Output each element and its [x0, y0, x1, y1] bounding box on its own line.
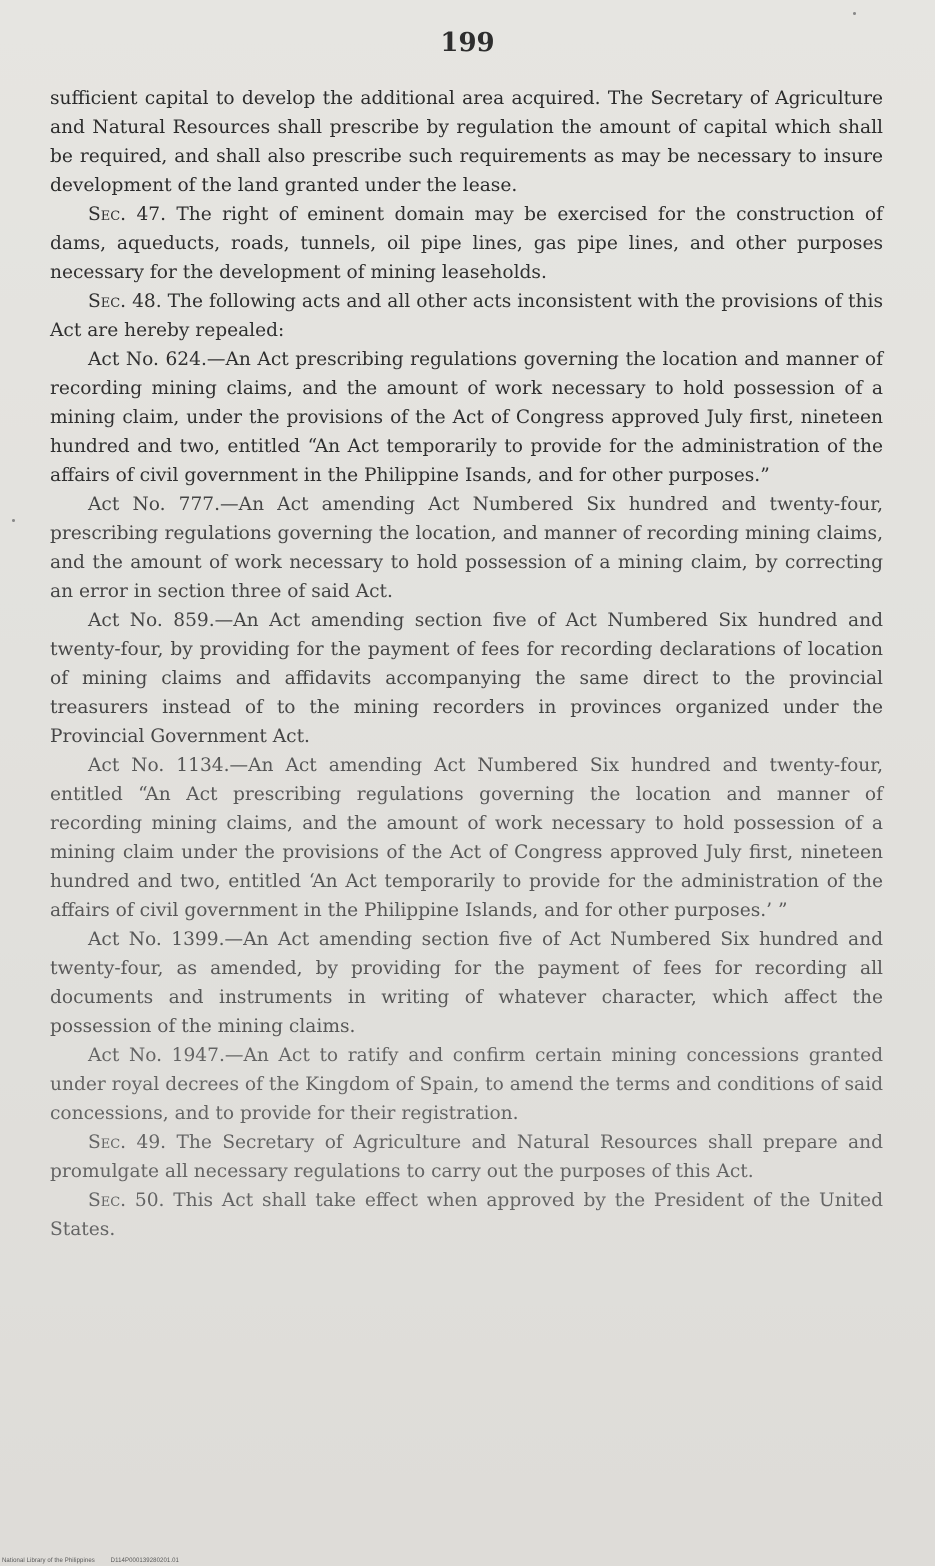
paragraph	[50, 84, 883, 200]
paragraph-text: 47. The right of eminent domain may be exercised for the construction of dams, aqueducts, roads, tunnels, oil pipe lines, gas pipe lines, and other purposes necessary for the development of mining leaseholds.	[50, 204, 883, 283]
paragraph-text: Act No. 1134.—An Act amending Act Numbered Six hundred and twenty-four, entitled “An Act prescribing regulations governing the location and manner of recording mining claims, and the amount of work necessary to hold possession of a mining claim under the provisions of the Act of Congress approved July first, nineteen hundred and two, entitled ‘An Act temporarily to provide for the administration of the affairs of civil government in the Philippine Islands, and for other purposes.’ ”	[50, 755, 883, 921]
paragraph	[50, 490, 883, 606]
footer-code: D114P000139280201.01	[110, 1558, 179, 1564]
paragraph-text: Act No. 859.—An Act amending section five of Act Numbered Six hundred and twenty-four, by providing for the payment of fees for recording declarations of location of mining claims and affidavits accompanying the same direct to the provincial treasurers instead of to the mining recorders in provinces organized under the Provincial Government Act.	[50, 610, 883, 747]
paragraph-text: Act No. 624.—An Act prescribing regulations governing the location and manner of recording mining claims, and the amount of work necessary to hold possession of a mining claim, under the provisions of the Act of Congress approved July first, nineteen hundred and two, entitled “An Act temporarily to provide for the administration of the affairs of civil government in the Philippine Isands, and for other purposes.”	[50, 349, 883, 486]
paragraph-text: 50. This Act shall take effect when approved by the President of the United States.	[50, 1190, 883, 1240]
paragraph	[50, 606, 883, 751]
scan-footer	[2, 1558, 193, 1564]
paragraph	[50, 287, 883, 345]
paragraph-text: 49. The Secretary of Agriculture and Natural Resources shall prepare and promulgate all necessary regulations to carry out the purposes of this Act.	[50, 1132, 883, 1182]
section-label: Sec.	[88, 204, 127, 225]
section-label: Sec.	[88, 291, 127, 312]
paragraph	[50, 345, 883, 490]
paragraph	[50, 1186, 883, 1244]
paragraph-text: 48. The following acts and all other acts inconsistent with the provisions of this Act are hereby repealed:	[50, 291, 883, 341]
paragraph-text: Act No. 1947.—An Act to ratify and confirm certain mining concessions granted under royal decrees of the Kingdom of Spain, to amend the terms and conditions of said concessions, and to provide for their registration.	[50, 1045, 883, 1124]
paragraph	[50, 1041, 883, 1128]
body-text	[50, 84, 883, 1244]
section-label: Sec.	[88, 1190, 127, 1211]
paragraph	[50, 200, 883, 287]
paragraph-text: Act No. 1399.—An Act amending section five of Act Numbered Six hundred and twenty-four, as amended, by providing for the payment of fees for recording all documents and instruments in writing of whatever character, which affect the possession of the mining claims.	[50, 929, 883, 1037]
paragraph-text: sufficient capital to develop the additional area acquired. The Secretary of Agriculture and Natural Resources shall prescribe by regulation the amount of capital which shall be required, and shall also prescribe such requirements as may be necessary to insure development of the land granted under the lease.	[50, 88, 883, 196]
page-number: 199	[440, 28, 495, 58]
paragraph-text: Act No. 777.—An Act amending Act Numbered Six hundred and twenty-four, prescribing regulations governing the location, and manner of recording mining claims, and the amount of work necessary to hold possession of a mining claim, by correcting an error in section three of said Act.	[50, 494, 883, 602]
scan-speck	[853, 12, 856, 15]
paragraph	[50, 751, 883, 925]
scan-speck	[12, 519, 15, 522]
paragraph	[50, 1128, 883, 1186]
section-label: Sec.	[88, 1132, 127, 1153]
paragraph	[50, 925, 883, 1041]
footer-institution: National Library of the Philippines	[2, 1558, 95, 1564]
